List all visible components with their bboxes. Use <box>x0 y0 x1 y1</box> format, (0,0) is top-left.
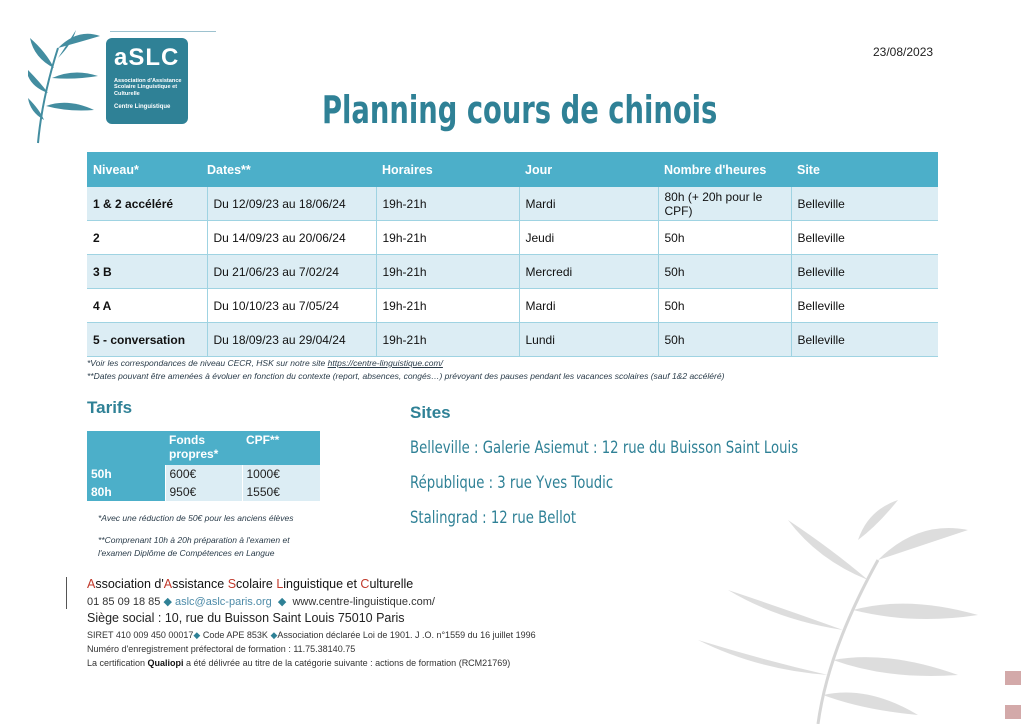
assoc-part: ulturelle <box>369 577 414 591</box>
corner-square <box>1005 671 1021 685</box>
table-row <box>87 465 320 483</box>
cell-site: Belleville <box>791 289 938 323</box>
cell-horaires: 19h-21h <box>376 255 519 289</box>
association-name <box>87 577 413 591</box>
cell-dates: Du 18/09/23 au 29/04/24 <box>207 323 376 357</box>
cell-horaires: 19h-21h <box>376 323 519 357</box>
siege-social: Siège social : 10, rue du Buisson Saint Louis 75010 Paris <box>87 611 405 625</box>
cell-heures: 50h <box>658 221 791 255</box>
cell-heures: 50h <box>658 255 791 289</box>
header-horaires: Horaires <box>376 152 519 187</box>
table-row <box>87 323 938 357</box>
table-row <box>87 289 938 323</box>
tarif-fonds: 600€ <box>165 465 242 483</box>
tarif-cpf: 1000€ <box>242 465 320 483</box>
tarifs-note-reduction: *Avec une réduction de 50€ pour les anciens élèves <box>98 513 294 523</box>
table-row <box>87 483 320 501</box>
cell-horaires: 19h-21h <box>376 289 519 323</box>
assoc-part: ssociation d' <box>95 577 164 591</box>
code-ape: Code APE 853K <box>202 630 268 640</box>
tarif-fonds: 950€ <box>165 483 242 501</box>
diamond-separator-icon: ◆ <box>277 596 287 608</box>
planning-header-row <box>87 152 938 187</box>
email-link[interactable]: aslc@aslc-paris.org <box>175 596 272 608</box>
table-row <box>87 187 938 221</box>
declaration: Association déclarée Loi de 1901. J .O. n°1559 du 16 juillet 1996 <box>277 630 536 640</box>
cell-dates: Du 10/10/23 au 7/05/24 <box>207 289 376 323</box>
cell-dates: Du 21/06/23 au 7/02/24 <box>207 255 376 289</box>
site-belleville: Belleville : Galerie Asiemut : 12 rue du Buisson Saint Louis <box>410 438 799 458</box>
tarifs-table <box>87 431 320 501</box>
cell-niveau: 5 - conversation <box>87 323 207 357</box>
header-dates: Dates** <box>207 152 376 187</box>
corner-square <box>1005 705 1021 719</box>
assoc-initial: S <box>227 577 237 591</box>
logo-wordmark: aSLC <box>114 44 180 71</box>
table-row <box>87 221 938 255</box>
planning-note-dates: **Dates pouvant être amenées à évoluer en fonction du contexte (report, absences, congés…) prévoyant des pauses pendant les vacances scolaires (sauf 1&2 accéléré) <box>87 371 725 381</box>
planning-note-levels-text: *Voir les correspondances de niveau CECR, HSK sur notre site <box>87 358 328 368</box>
cert-prefix: La certification <box>87 658 148 668</box>
assoc-initial: A <box>163 577 173 591</box>
cell-heures: 50h <box>658 323 791 357</box>
assoc-initial: A <box>87 577 96 591</box>
cert-qualiopi: Qualiopi <box>147 658 184 668</box>
tarifs-header-cpf: CPF** <box>242 431 320 465</box>
cert-suffix: a été délivrée au titre de la catégorie suivante : actions de formation (RCM21769) <box>183 658 511 668</box>
cell-niveau: 1 & 2 accéléré <box>87 187 207 221</box>
cell-horaires: 19h-21h <box>376 187 519 221</box>
assoc-part: inguistique et <box>283 577 361 591</box>
contact-line <box>87 595 435 608</box>
website-url[interactable]: www.centre-linguistique.com/ <box>292 596 435 608</box>
cell-horaires: 19h-21h <box>376 221 519 255</box>
diamond-separator-icon: ◆ <box>270 630 278 640</box>
phone-number: 01 85 09 18 85 <box>87 596 161 608</box>
assoc-part: ssistance <box>172 577 228 591</box>
page-title: Planning cours de chinois <box>322 88 718 132</box>
prefectoral-number: Numéro d'enregistrement préfectoral de formation : 11.75.38140.75 <box>87 644 356 654</box>
site-stalingrad: Stalingrad : 12 rue Bellot <box>410 508 577 528</box>
bamboo-leaves-decoration <box>28 28 118 146</box>
footer-divider <box>66 577 67 609</box>
tarif-label: 80h <box>87 483 165 501</box>
tarifs-title: Tarifs <box>87 398 133 417</box>
cell-niveau: 2 <box>87 221 207 255</box>
cell-site: Belleville <box>791 255 938 289</box>
planning-note-levels <box>87 358 443 368</box>
logo-divider <box>110 31 216 32</box>
cell-jour: Mardi <box>519 289 658 323</box>
tarifs-header-fonds: Fonds propres* <box>165 431 242 465</box>
tarifs-header-empty <box>87 431 165 465</box>
sites-title: Sites <box>410 403 451 422</box>
tarif-cpf: 1550€ <box>242 483 320 501</box>
cell-site: Belleville <box>791 323 938 357</box>
cell-dates: Du 14/09/23 au 20/06/24 <box>207 221 376 255</box>
aslc-logo <box>106 38 188 124</box>
cell-dates: Du 12/09/23 au 18/06/24 <box>207 187 376 221</box>
cell-jour: Mercredi <box>519 255 658 289</box>
centre-linguistique-link[interactable]: https://centre-linguistique.com/ <box>327 358 443 368</box>
cell-jour: Jeudi <box>519 221 658 255</box>
planning-table <box>87 152 938 357</box>
certification-line <box>87 658 510 668</box>
cell-jour: Mardi <box>519 187 658 221</box>
cell-niveau: 4 A <box>87 289 207 323</box>
logo-subtitle: Association d'Assistance Scolaire Linguistique et Culturelle <box>114 78 182 97</box>
cell-heures: 50h <box>658 289 791 323</box>
siret: SIRET 410 009 450 00017 <box>87 630 194 640</box>
assoc-initial: L <box>276 577 284 591</box>
cell-heures: 80h (+ 20h pour le CPF) <box>658 187 791 221</box>
document-date: 23/08/2023 <box>873 45 934 59</box>
tarifs-note-cpf-line1: **Comprenant 10h à 20h préparation à l'examen et <box>98 535 290 545</box>
cell-site: Belleville <box>791 221 938 255</box>
assoc-part: colaire <box>236 577 277 591</box>
cell-jour: Lundi <box>519 323 658 357</box>
tarif-label: 50h <box>87 465 165 483</box>
header-jour: Jour <box>519 152 658 187</box>
table-row <box>87 255 938 289</box>
header-heures: Nombre d'heures <box>658 152 791 187</box>
header-niveau: Niveau* <box>87 152 207 187</box>
site-republique: République : 3 rue Yves Toudic <box>410 473 614 493</box>
assoc-initial: C <box>360 577 370 591</box>
header-site: Site <box>791 152 938 187</box>
tarifs-note-cpf-line2: l'examen Diplôme de Compétences en Langue <box>98 548 275 558</box>
bamboo-watermark-decoration <box>668 500 998 724</box>
cell-niveau: 3 B <box>87 255 207 289</box>
diamond-separator-icon: ◆ <box>163 596 172 608</box>
tarifs-header-row <box>87 431 320 465</box>
diamond-separator-icon: ◆ <box>193 630 201 640</box>
cell-site: Belleville <box>791 187 938 221</box>
logo-center-label: Centre Linguistique <box>114 104 171 110</box>
legal-line <box>87 630 536 641</box>
